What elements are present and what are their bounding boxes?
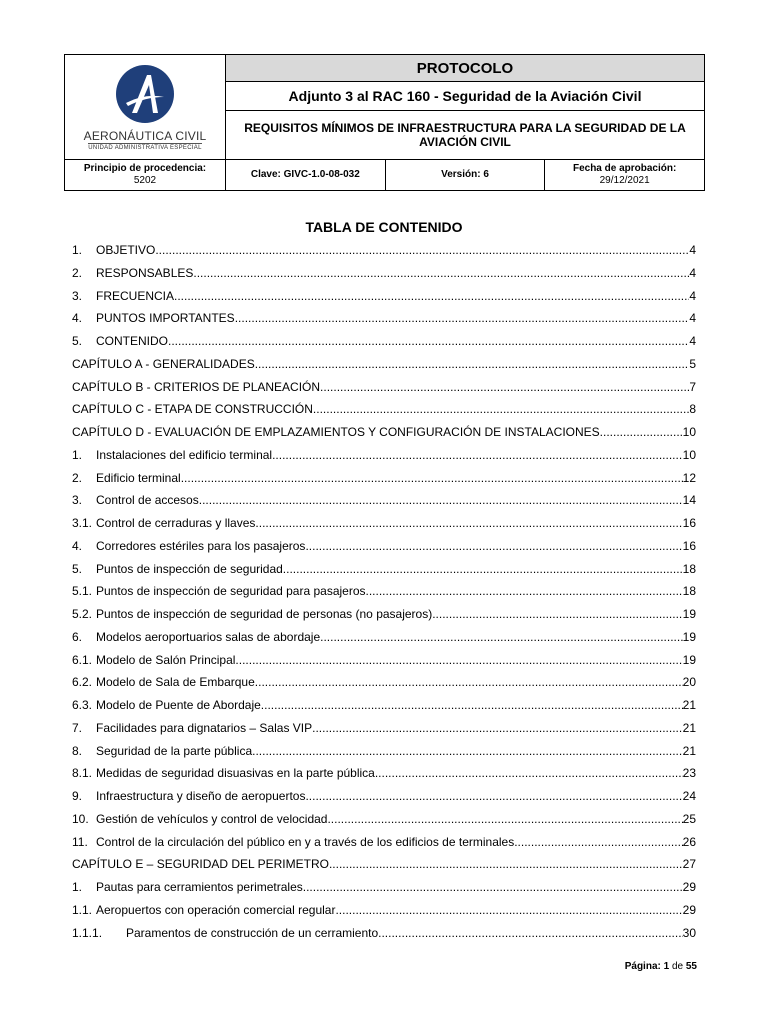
- toc-leader-dots: [255, 516, 682, 530]
- clave-cell: [226, 160, 386, 191]
- logo: [65, 63, 225, 151]
- toc-entry-page: 25: [682, 811, 696, 826]
- toc-entry[interactable]: [72, 607, 696, 630]
- toc-leader-dots: [168, 334, 689, 348]
- toc-entry-number: 6.1.: [72, 652, 93, 667]
- toc-entry-page: 19: [682, 629, 696, 644]
- toc-entry[interactable]: [72, 334, 696, 357]
- toc-entry-title: Aeropuertos con operación comercial regular: [96, 902, 336, 917]
- toc-leader-dots: [235, 653, 682, 667]
- toc-entry-title: Puntos de inspección de seguridad: [96, 561, 283, 576]
- protocol-title: PROTOCOLO: [226, 55, 705, 82]
- toc-entry-title: Control de cerraduras y llaves: [96, 516, 256, 530]
- toc-leader-dots: [261, 698, 683, 712]
- toc-entry-page: 26: [682, 834, 696, 849]
- aeronautica-logo-icon: [114, 63, 176, 125]
- toc-leader-dots: [272, 448, 683, 462]
- toc-leader-dots: [283, 562, 683, 576]
- page-current: 1: [663, 961, 670, 972]
- toc-entry-number: 1.: [72, 243, 83, 257]
- toc-leader-dots: [174, 289, 689, 303]
- toc-entry-number: 8.: [72, 743, 83, 758]
- toc-entry[interactable]: [72, 926, 696, 949]
- toc-entry-number: 5.1.: [72, 584, 93, 599]
- toc-entry[interactable]: [72, 562, 696, 585]
- of-label: de: [671, 961, 684, 972]
- toc-entry-title: Pautas para cerramientos perimetrales: [96, 880, 303, 894]
- toc-entry[interactable]: [72, 357, 696, 380]
- toc-entry-title: FRECUENCIA: [96, 288, 175, 303]
- toc-entry[interactable]: [72, 584, 696, 607]
- toc-entry-title: PUNTOS IMPORTANTES: [96, 311, 235, 326]
- toc-entry-page: 10: [682, 447, 696, 462]
- toc-entry-page: 21: [682, 698, 696, 712]
- toc-entry[interactable]: [72, 289, 696, 312]
- toc-entry-number: 3.: [72, 288, 83, 303]
- toc-entry-page: 20: [682, 675, 696, 690]
- toc-entry-title: CAPÍTULO D - EVALUACIÓN DE EMPLAZAMIENTOS Y CONFIGURACIÓN DE INSTALACIONES: [72, 425, 600, 439]
- toc-entry-page: 4: [689, 334, 696, 348]
- toc-entry-title: Modelo de Puente de Abordaje: [96, 698, 261, 712]
- toc-entry-title: Seguridad de la parte pública: [96, 743, 253, 758]
- toc-leader-dots: [181, 471, 683, 485]
- toc-leader-dots: [255, 675, 683, 689]
- toc-entry-number: 7.: [72, 720, 83, 735]
- toc-entry-title: Puntos de inspección de seguridad de personas (no pasajeros): [96, 607, 433, 621]
- toc-entry-page: 19: [682, 652, 696, 667]
- toc-entry-page: 4: [689, 311, 696, 326]
- toc-entry-title: Modelo de Salón Principal: [96, 652, 236, 667]
- toc-leader-dots: [255, 357, 690, 371]
- toc-entry[interactable]: [72, 539, 696, 562]
- toc-entry-page: 4: [689, 265, 696, 280]
- toc-entry[interactable]: [72, 402, 696, 425]
- toc-leader-dots: [252, 744, 683, 758]
- fecha-label: Fecha de aprobación:: [572, 163, 677, 174]
- toc-entry-number: 4.: [72, 538, 83, 553]
- toc-entry-page: 14: [682, 493, 696, 508]
- toc-leader-dots: [600, 425, 683, 439]
- toc-entry-number: 1.: [72, 880, 83, 894]
- toc-entry-page: 16: [682, 538, 696, 553]
- logo-cell: [65, 55, 226, 160]
- toc-entry[interactable]: [72, 266, 696, 289]
- toc-leader-dots: [199, 493, 683, 507]
- principio-label: Principio de procedencia:: [83, 163, 207, 174]
- toc-entry[interactable]: [72, 243, 696, 266]
- toc-entry-title: Gestión de vehículos y control de velocidad: [96, 811, 328, 826]
- toc-entry-title: Corredores estériles para los pasajeros: [96, 538, 306, 553]
- toc-entry-title: Puntos de inspección de seguridad para pasajeros: [96, 584, 366, 599]
- requisitos-title: REQUISITOS MÍNIMOS DE INFRAESTRUCTURA PARA LA SEGURIDAD DE LA AVIACIÓN CIVIL: [226, 111, 705, 160]
- toc-leader-dots: [303, 880, 683, 894]
- toc-entry-title: CAPÍTULO A - GENERALIDADES: [72, 356, 255, 371]
- toc-leader-dots: [366, 584, 683, 598]
- table-of-contents: [72, 243, 696, 948]
- toc-leader-dots: [320, 380, 689, 394]
- toc-entry-page: 23: [682, 766, 696, 781]
- toc-entry-page: 18: [682, 584, 696, 599]
- toc-entry[interactable]: [72, 653, 696, 676]
- toc-entry-title: CONTENIDO: [96, 334, 168, 348]
- logo-subtitle: UNIDAD ADMINISTRATIVA ESPECIAL: [88, 145, 202, 151]
- toc-entry[interactable]: [72, 493, 696, 516]
- toc-entry[interactable]: [72, 766, 696, 789]
- toc-entry-number: 9.: [72, 789, 83, 803]
- toc-entry[interactable]: [72, 857, 696, 880]
- toc-entry-title: CAPÍTULO E – SEGURIDAD DEL PERIMETRO: [72, 857, 329, 872]
- toc-leader-dots: [327, 812, 682, 826]
- toc-entry-page: 29: [682, 880, 696, 894]
- toc-entry-number: 6.3.: [72, 698, 93, 712]
- toc-entry[interactable]: [72, 425, 696, 448]
- toc-entry[interactable]: [72, 721, 696, 744]
- toc-entry[interactable]: [72, 630, 696, 653]
- page-label: Página:: [624, 961, 661, 972]
- toc-entry[interactable]: [72, 903, 696, 926]
- toc-leader-dots: [305, 539, 682, 553]
- toc-entry[interactable]: [72, 471, 696, 494]
- page-footer: [625, 961, 697, 972]
- toc-entry-title: OBJETIVO: [96, 243, 156, 257]
- toc-entry-page: 24: [682, 789, 696, 803]
- toc-entry[interactable]: [72, 835, 696, 858]
- adjunto-title: Adjunto 3 al RAC 160 - Seguridad de la Aviación Civil: [226, 82, 705, 111]
- page-total: 55: [685, 961, 697, 972]
- toc-entry-title: Control de accesos: [96, 493, 199, 508]
- fecha-cell: [545, 160, 705, 191]
- toc-entry-title: Instalaciones del edificio terminal: [96, 447, 273, 462]
- toc-entry[interactable]: [72, 812, 696, 835]
- toc-entry-number: 5.: [72, 561, 83, 576]
- toc-entry-number: 5.2.: [72, 607, 93, 621]
- toc-leader-dots: [312, 721, 683, 735]
- header-table: [64, 54, 705, 191]
- toc-entry-page: 29: [682, 902, 696, 917]
- toc-entry[interactable]: [72, 789, 696, 812]
- toc-entry-page: 12: [682, 470, 696, 485]
- toc-entry-title: Modelo de Sala de Embarque: [96, 675, 255, 690]
- toc-entry-title: Infraestructura y diseño de aeropuertos: [96, 789, 306, 803]
- toc-entry-page: 4: [689, 243, 696, 257]
- toc-entry[interactable]: [72, 448, 696, 471]
- toc-entry-title: RESPONSABLES: [96, 265, 194, 280]
- logo-name: AERONÁUTICA CIVIL: [83, 129, 207, 143]
- toc-entry-page: 19: [682, 607, 696, 621]
- toc-entry-title: CAPÍTULO C - ETAPA DE CONSTRUCCIÓN: [72, 402, 313, 417]
- toc-entry-title: CAPÍTULO B - CRITERIOS DE PLANEACIÓN: [72, 379, 321, 394]
- fecha-value: 29/12/2021: [599, 175, 650, 186]
- toc-leader-dots: [305, 789, 682, 803]
- toc-entry-title: Medidas de seguridad disuasivas en la parte pública: [96, 766, 375, 781]
- principio-value: 5202: [133, 175, 157, 186]
- toc-title: TABLA DE CONTENIDO: [305, 219, 463, 235]
- toc-entry-page: 16: [682, 516, 696, 530]
- toc-entry-page: 8: [689, 402, 696, 417]
- toc-entry-page: 7: [689, 379, 696, 394]
- clave-value: Clave: GIVC-1.0-08-032: [250, 169, 360, 180]
- toc-entry-number: 2.: [72, 470, 83, 485]
- toc-entry-number: 1.: [72, 447, 83, 462]
- toc-entry[interactable]: [72, 744, 696, 767]
- toc-entry-number: 6.2.: [72, 675, 93, 690]
- toc-leader-dots: [235, 311, 690, 325]
- toc-entry-number: 2.: [72, 265, 83, 280]
- toc-leader-dots: [375, 766, 683, 780]
- toc-entry-title: Facilidades para dignatarios – Salas VIP: [96, 720, 313, 735]
- toc-entry-page: 5: [689, 356, 696, 371]
- toc-entry[interactable]: [72, 311, 696, 334]
- version-cell: [385, 160, 545, 191]
- toc-entry-title: Control de la circulación del público en y a través de los edificios de terminales: [96, 834, 515, 849]
- toc-entry-title: Edificio terminal: [96, 470, 181, 485]
- toc-entry-page: 30: [682, 925, 696, 940]
- toc-entry-page: 18: [682, 561, 696, 576]
- toc-entry-page: 21: [682, 720, 696, 735]
- toc-leader-dots: [320, 630, 683, 644]
- toc-leader-dots: [193, 266, 689, 280]
- toc-entry[interactable]: [72, 380, 696, 403]
- toc-leader-dots: [514, 835, 682, 849]
- toc-entry-page: 4: [689, 288, 696, 303]
- toc-entry-number: 5.: [72, 334, 83, 348]
- toc-entry-page: 27: [682, 857, 696, 872]
- toc-entry-number: 1.1.1.: [72, 925, 103, 940]
- toc-entry[interactable]: [72, 698, 696, 721]
- toc-entry-number: 3.1.: [72, 516, 93, 530]
- toc-leader-dots: [329, 857, 683, 871]
- toc-entry-title: Paramentos de construcción de un cerramiento: [126, 925, 379, 940]
- toc-leader-dots: [313, 402, 689, 416]
- toc-entry-number: 11.: [72, 834, 88, 849]
- toc-entry-number: 1.1.: [72, 902, 93, 917]
- toc-entry-number: 3.: [72, 493, 83, 508]
- toc-entry[interactable]: [72, 675, 696, 698]
- toc-leader-dots: [335, 903, 682, 917]
- toc-entry-number: 4.: [72, 311, 83, 326]
- toc-entry-number: 6.: [72, 629, 83, 644]
- toc-leader-dots: [155, 243, 689, 257]
- toc-leader-dots: [378, 926, 683, 940]
- toc-leader-dots: [432, 607, 682, 621]
- toc-entry[interactable]: [72, 516, 696, 539]
- toc-entry-number: 8.1.: [72, 766, 93, 781]
- toc-entry[interactable]: [72, 880, 696, 903]
- toc-entry-number: 10.: [72, 811, 89, 826]
- toc-entry-title: Modelos aeroportuarios salas de abordaje: [96, 629, 321, 644]
- toc-entry-page: 21: [682, 743, 696, 758]
- toc-entry-page: 10: [682, 425, 696, 439]
- principio-cell: [65, 160, 226, 191]
- version-value: Versión: 6: [441, 169, 489, 180]
